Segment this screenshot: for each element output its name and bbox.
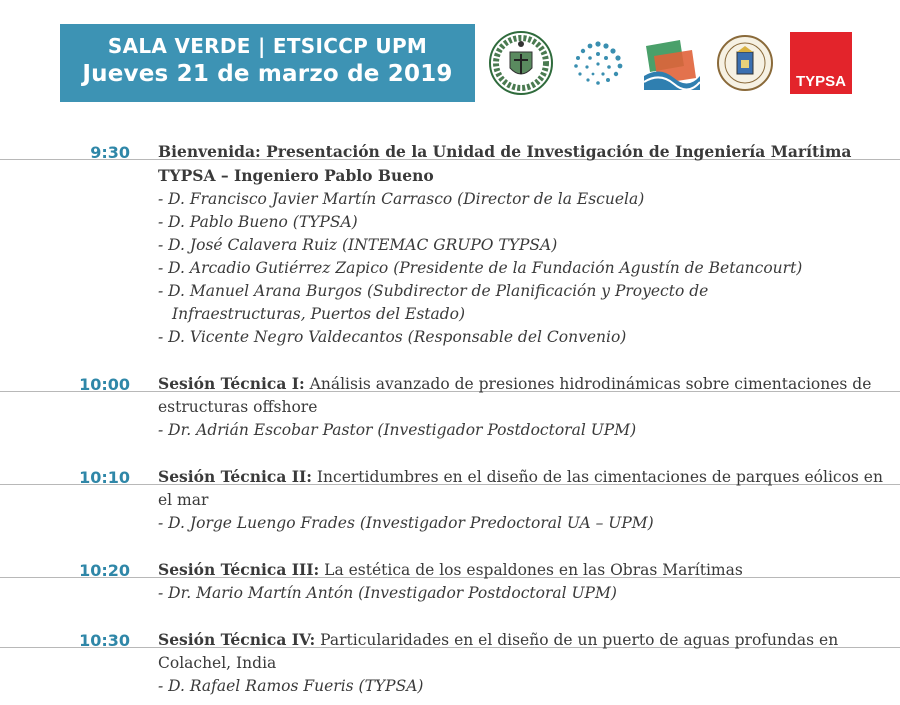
speaker-item-continued: Infraestructuras, Puertos del Estado) [172,305,466,323]
typsa-logo [790,32,852,94]
event-header-banner [60,24,475,102]
speaker-item: - Dr. Adrián Escobar Pastor (Investigador Postdoctoral UPM) [158,421,637,439]
session-time: 10:00 [79,375,130,394]
typsa-logo-text: TYPSA [795,73,846,90]
speaker-item: - D. Francisco Javier Martín Carrasco (Director de la Escuela) [158,190,645,208]
university-seal-icon [716,34,774,92]
session-time: 9:30 [90,143,130,162]
session-time: 10:30 [79,631,130,650]
session-title: Bienvenida: Presentación de la Unidad de Investigación de Ingeniería Marítima TYPSA – Ingeniero Pablo Bueno [158,142,852,185]
session-time: 10:10 [79,468,130,487]
session-title: Análisis avanzado de presiones hidrodinámicas sobre cimentaciones de estructuras offshore [158,375,872,416]
venue-title: SALA VERDE | ETSICCP UPM [107,34,428,58]
session-title: Incertidumbres en el diseño de las cimentaciones de parques eólicos en el mar [158,468,883,509]
speaker-item: - D. Arcadio Gutiérrez Zapico (Presidente de la Fundación Agustín de Betancourt) [158,259,803,277]
session-label: Sesión Técnica III: [158,560,320,579]
speaker-item: - D. Rafael Ramos Fueris (TYPSA) [158,677,424,695]
session-time: 10:20 [79,561,130,580]
speaker-item: - D. Jorge Luengo Frades (Investigador Predoctoral UA – UPM) [158,514,654,532]
session-title: La estética de los espaldones en las Obras Marítimas [319,561,743,579]
session-label: Sesión Técnica I: [158,374,305,393]
event-date: Jueves 21 de marzo de 2019 [82,61,453,87]
session-label: Sesión Técnica IV: [158,630,316,649]
session-content [158,558,893,605]
session-label: Sesión Técnica II: [158,467,312,486]
session-content [158,465,893,535]
dotted-sphere-logo-icon [568,38,628,88]
session-title: Particularidades en el diseño de un puerto de aguas profundas en Colachel, India [158,631,839,672]
speaker-item: - D. Vicente Negro Valdecantos (Responsable del Convenio) [158,328,627,346]
crest-logo-icon [488,30,554,96]
speaker-item: - Dr. Mario Martín Antón (Investigador Postdoctoral UPM) [158,584,617,602]
speaker-item: - D. José Calavera Ruiz (INTEMAC GRUPO TYPSA) [158,236,558,254]
session-content [158,628,893,698]
speaker-item: - D. Manuel Arana Burgos (Subdirector de Planificación y Proyecto de [158,282,709,300]
session-content [158,372,893,442]
speaker-item: - D. Pablo Bueno (TYPSA) [158,213,358,231]
waves-logo-icon [640,36,702,92]
session-content [158,140,893,349]
